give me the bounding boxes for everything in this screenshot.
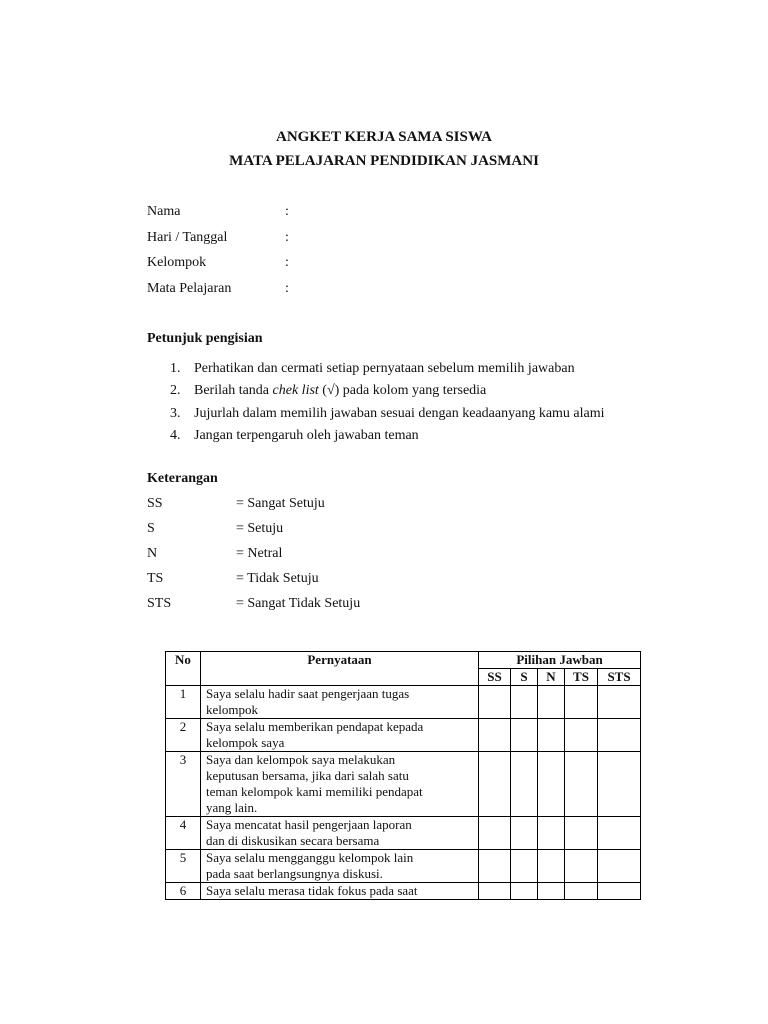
document-title: ANGKET KERJA SAMA SISWA xyxy=(275,129,493,145)
instruction-text-post: (√) pada kolom yang tersedia xyxy=(318,383,487,398)
legend-desc: = Setuju xyxy=(236,521,284,536)
row-number: 4 xyxy=(166,817,201,850)
statement-line: Saya selalu mengganggu kelompok lain xyxy=(206,850,414,865)
row-number: 5 xyxy=(166,850,201,883)
statement-line: Saya selalu merasa tidak fokus pada saat xyxy=(206,883,418,898)
answer-cell-n[interactable] xyxy=(538,686,565,719)
answer-cell-ss[interactable] xyxy=(479,850,511,883)
statement-line: Saya selalu memberikan pendapat kepada xyxy=(206,719,424,734)
instruction-item xyxy=(170,361,575,377)
answer-cell-ts[interactable] xyxy=(565,719,598,752)
answer-cell-sts[interactable] xyxy=(598,883,641,900)
legend-abbr: SS xyxy=(147,496,163,511)
legend-abbr: STS xyxy=(147,596,172,611)
instruction-text: Jujurlah dalam memilih jawaban sesuai dengan keadaanyang kamu alami xyxy=(194,406,605,421)
answer-cell-ts[interactable] xyxy=(565,850,598,883)
table-row xyxy=(166,686,641,719)
statement-line: dan di diskusikan secara bersama xyxy=(206,833,380,848)
answer-cell-n[interactable] xyxy=(538,719,565,752)
answer-cell-ss[interactable] xyxy=(479,883,511,900)
field-label: Nama xyxy=(147,204,181,219)
row-statement xyxy=(201,817,479,850)
column-header-no: No xyxy=(166,652,201,686)
table-row xyxy=(166,883,641,900)
answer-cell-ss[interactable] xyxy=(479,686,511,719)
statement-line: pada saat berlangsungnya diskusi. xyxy=(206,866,383,881)
legend-heading: Keterangan xyxy=(147,471,218,486)
answer-cell-n[interactable] xyxy=(538,850,565,883)
legend-abbr: S xyxy=(147,521,155,536)
field-colon: : xyxy=(285,281,289,296)
statement-line: kelompok xyxy=(206,702,258,717)
choice-header-n: N xyxy=(538,669,565,686)
row-statement xyxy=(201,719,479,752)
statement-line: kelompok saya xyxy=(206,735,285,750)
answer-cell-s[interactable] xyxy=(511,752,538,817)
table-row xyxy=(166,719,641,752)
row-number: 1 xyxy=(166,686,201,719)
row-number: 6 xyxy=(166,883,201,900)
answer-cell-ss[interactable] xyxy=(479,817,511,850)
answer-cell-sts[interactable] xyxy=(598,719,641,752)
statement-line: Saya dan kelompok saya melakukan xyxy=(206,752,396,767)
table-row xyxy=(166,850,641,883)
answer-cell-ts[interactable] xyxy=(565,883,598,900)
document-subtitle: MATA PELAJARAN PENDIDIKAN JASMANI xyxy=(229,153,539,169)
answer-cell-ss[interactable] xyxy=(479,719,511,752)
choice-header-sts: STS xyxy=(598,669,641,686)
instruction-number: 2. xyxy=(170,383,181,398)
instruction-text: Jangan terpengaruh oleh jawaban teman xyxy=(194,428,419,443)
answer-cell-n[interactable] xyxy=(538,817,565,850)
answer-cell-s[interactable] xyxy=(511,850,538,883)
answer-cell-s[interactable] xyxy=(511,686,538,719)
table-row xyxy=(166,817,641,850)
answer-cell-ss[interactable] xyxy=(479,752,511,817)
instruction-number: 1. xyxy=(170,361,181,376)
table-row xyxy=(166,752,641,817)
answer-cell-n[interactable] xyxy=(538,752,565,817)
choice-header-ts: TS xyxy=(565,669,598,686)
choice-header-s: S xyxy=(511,669,538,686)
row-statement xyxy=(201,686,479,719)
choice-header-ss: SS xyxy=(479,669,511,686)
row-statement xyxy=(201,883,479,900)
statement-line: Saya mencatat hasil pengerjaan laporan xyxy=(206,817,412,832)
row-statement xyxy=(201,850,479,883)
field-colon: : xyxy=(285,204,289,219)
field-label: Hari / Tanggal xyxy=(147,230,228,245)
answer-cell-sts[interactable] xyxy=(598,752,641,817)
field-colon: : xyxy=(285,255,289,270)
legend-desc: = Tidak Setuju xyxy=(236,571,319,586)
instruction-text-italic: chek list xyxy=(272,383,319,398)
answer-cell-sts[interactable] xyxy=(598,686,641,719)
questionnaire-table xyxy=(165,651,641,900)
instruction-item xyxy=(170,406,605,422)
field-label: Kelompok xyxy=(147,255,207,270)
column-header-statement: Pernyataan xyxy=(201,652,479,686)
statement-line: keputusan bersama, jika dari salah satu xyxy=(206,768,409,783)
instruction-text: Perhatikan dan cermati setiap pernyataan sebelum memilih jawaban xyxy=(194,361,575,376)
legend-desc: = Netral xyxy=(236,546,283,561)
legend-desc: = Sangat Setuju xyxy=(236,496,325,511)
answer-cell-ts[interactable] xyxy=(565,686,598,719)
row-statement xyxy=(201,752,479,817)
instruction-text-pre: Berilah tanda xyxy=(194,383,273,398)
legend-abbr: N xyxy=(147,546,158,561)
statement-line: Saya selalu hadir saat pengerjaan tugas xyxy=(206,686,410,701)
instructions-heading: Petunjuk pengisian xyxy=(147,331,263,346)
answer-cell-s[interactable] xyxy=(511,817,538,850)
field-label: Mata Pelajaran xyxy=(147,281,232,296)
answer-cell-n[interactable] xyxy=(538,883,565,900)
row-number: 2 xyxy=(166,719,201,752)
statement-line: teman kelompok kami memiliki pendapat xyxy=(206,784,423,799)
instruction-number: 4. xyxy=(170,428,181,443)
legend-abbr: TS xyxy=(147,571,164,586)
answer-cell-sts[interactable] xyxy=(598,817,641,850)
statement-line: yang lain. xyxy=(206,800,258,815)
answer-cell-s[interactable] xyxy=(511,719,538,752)
row-number: 3 xyxy=(166,752,201,817)
answer-cell-s[interactable] xyxy=(511,883,538,900)
answer-cell-ts[interactable] xyxy=(565,817,598,850)
answer-cell-sts[interactable] xyxy=(598,850,641,883)
instruction-item xyxy=(170,428,419,444)
instruction-item xyxy=(170,383,486,399)
instruction-number: 3. xyxy=(170,406,181,421)
column-header-choice: Pilihan Jawban xyxy=(479,652,641,669)
legend-desc: = Sangat Tidak Setuju xyxy=(236,596,361,611)
field-colon: : xyxy=(285,230,289,245)
table-header-row xyxy=(166,652,641,669)
answer-cell-ts[interactable] xyxy=(565,752,598,817)
